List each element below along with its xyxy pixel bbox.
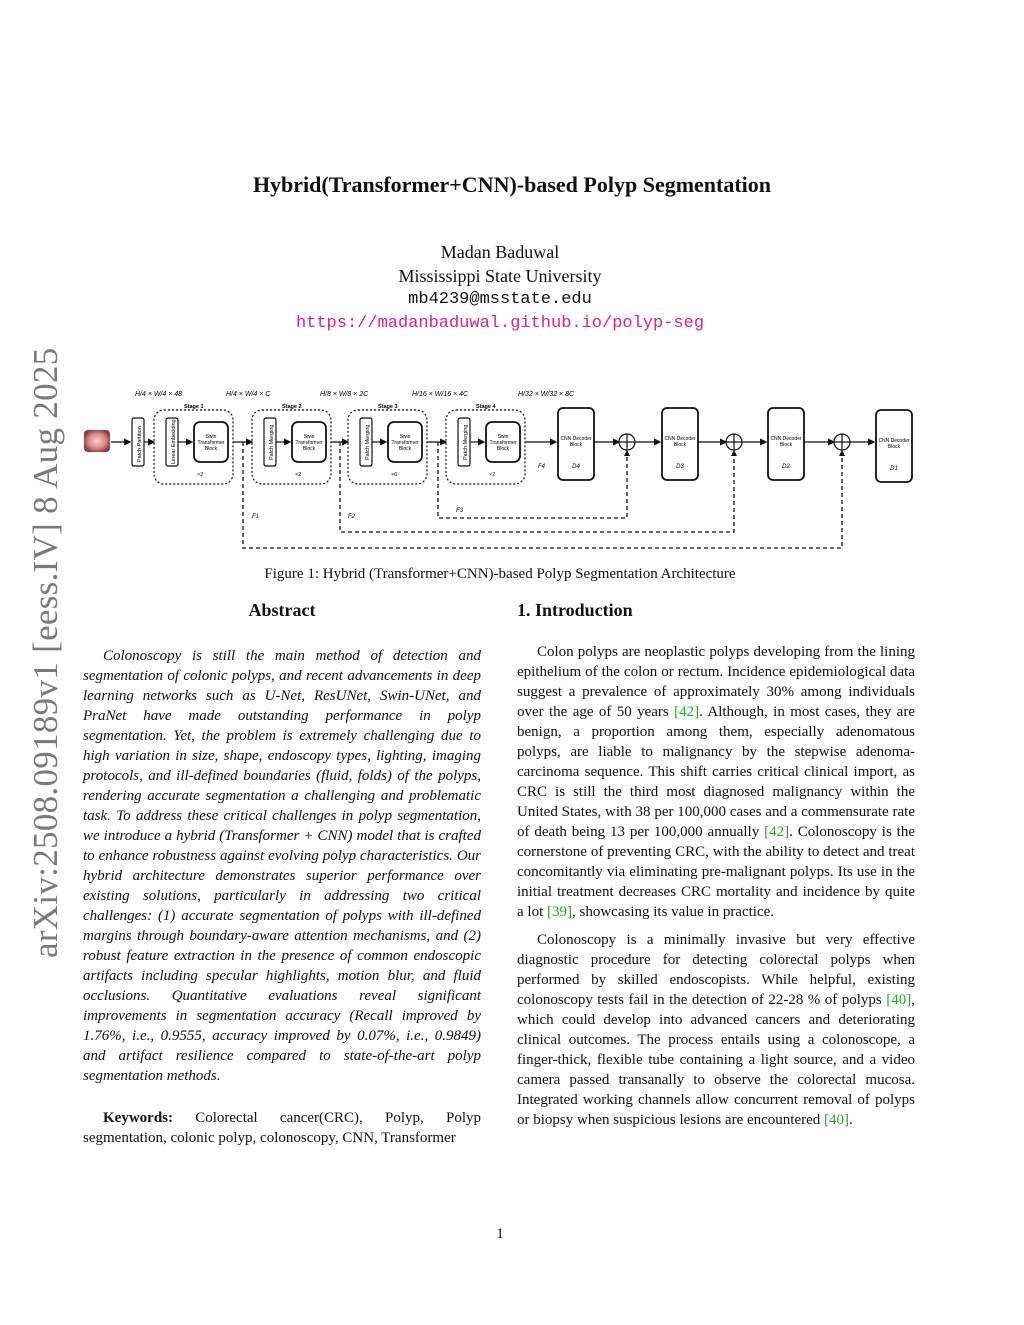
decoder-d1-label-b: Block bbox=[887, 444, 901, 450]
keywords bbox=[83, 1108, 481, 1148]
repeat-stage2: ×2 bbox=[295, 472, 302, 478]
decoder-d4-label-b: Block bbox=[569, 442, 583, 448]
patch-partition-label: Patch Partition bbox=[137, 426, 143, 462]
architecture-diagram bbox=[80, 380, 930, 560]
arxiv-identifier: arXiv:2508.09189v1 [eess.IV] 8 Aug 2025 bbox=[26, 347, 65, 958]
input-polyp-image bbox=[84, 430, 110, 452]
swin-label-1a: Swin bbox=[205, 434, 217, 440]
swin-label-4c: Block bbox=[496, 446, 510, 452]
decoder-d1-label-a: CNN Decoder bbox=[878, 438, 910, 444]
author-email[interactable]: mb4239@msstate.edu bbox=[408, 290, 592, 309]
swin-label-1b: Transformer bbox=[197, 440, 225, 446]
decoder-d3-label-b: Block bbox=[673, 442, 687, 448]
dim-label-input: H/4 × W/4 × 48 bbox=[135, 391, 183, 398]
dim-label-stage3: H/16 × W/16 × 4C bbox=[412, 391, 469, 398]
abstract-column bbox=[83, 600, 481, 1148]
stage2-label: Stage 2 bbox=[282, 404, 302, 410]
swin-label-3a: Swin bbox=[399, 434, 411, 440]
decoder-d4-id: D4 bbox=[572, 464, 580, 470]
figure-caption: Figure 1: Hybrid (Transformer+CNN)-based Polyp Segmentation Architecture bbox=[264, 566, 736, 582]
abstract-heading: Abstract bbox=[248, 600, 316, 620]
patch-merging-label-2: Patch Merging bbox=[365, 424, 371, 460]
intro-p2-text-a: Colonoscopy is a minimally invasive but very effective diagnostic procedure for detecting colorectal polyps when performed by skilled endoscopists. While helpful, existing colonoscopy tests fail in the detection of 22-28 % of polyps bbox=[517, 932, 915, 1008]
stage4-label: Stage 4 bbox=[476, 404, 496, 410]
intro-p1-text-c: . Colonoscopy is the cornerstone of preventing CRC, with the ability to detect and treat concomitantly via eliminating pre-malignant polyps. Its use in the initial treatment decreases CRC mortality and incidence by quite a lot bbox=[517, 824, 916, 920]
keywords-text: Colorectal cancer(CRC), Polyp, Polyp segmentation, colonic polyp, colonoscopy, CNN, Transformer bbox=[83, 1110, 481, 1146]
author-name: Madan Baduwal bbox=[440, 242, 560, 262]
dim-label-stage4: H/32 × W/32 × 8C bbox=[518, 391, 575, 398]
intro-paragraph-2 bbox=[517, 930, 915, 1130]
feature-f4: F4 bbox=[538, 464, 546, 470]
abstract-text: Colonoscopy is still the main method of detection and segmentation of colonic polyps, and recent advancements in deep learning networks such as U-Net, ResUNet, Swin-UNet, and PraNet have made outstanding performance in polyp segmentation. Yet, the problem is extremely challenging due to high variation in size, shape, endoscopy types, lighting, imaging protocols, and ill-defined boundaries (fluid, folds) of the polyps, rendering accurate segmentation a challenging and problematic task. To address these critical challenges in polyp segmentation, we introduce a hybrid (Transformer + CNN) model that is crafted to enhance robustness against evolving polyp characteristics. Our hybrid architecture demonstrates superior performance over existing solutions, particularly in addressing two critical challenges: (1) accurate segmentation of polyps with ill-defined margins through boundary-aware attention mechanisms, and (2) robust feature extraction in the presence of common endoscopic artifacts including specular highlights, motion blur, and fluid occlusions. Quantitative evaluations reveal significant improvements in segmentation accuracy (Recall improved by 1.76%, i.e., 0.9555, accuracy improved by 0.07%, i.e., 0.9849) and artifact resilience compared to state-of-the-art polyp segmentation methods. bbox=[83, 648, 481, 1084]
swin-label-3b: Transformer bbox=[391, 440, 419, 446]
decoder-d3-label-a: CNN Decoder bbox=[664, 436, 696, 442]
decoder-d2-label-b: Block bbox=[779, 442, 793, 448]
keywords-label: Keywords: bbox=[103, 1110, 173, 1126]
intro-p2-text-c: . bbox=[849, 1112, 853, 1128]
intro-p1-text-a: Colon polyps are neoplastic polyps developing from the lining epithelium of the colon or rectum. Incidence epidemiological data suggest a prevalence of approximately 30% among individuals over the age of 50 years bbox=[517, 644, 915, 720]
swin-label-3c: Block bbox=[398, 446, 412, 452]
introduction-column bbox=[517, 600, 915, 1138]
swin-label-2a: Swin bbox=[303, 434, 315, 440]
citation-link[interactable]: [42] bbox=[674, 704, 700, 720]
swin-label-1c: Block bbox=[204, 446, 218, 452]
intro-p1-text-d: , showcasing its value in practice. bbox=[572, 904, 775, 920]
citation-link[interactable]: [42] bbox=[764, 824, 790, 840]
architecture-figure bbox=[80, 380, 930, 560]
author-affiliation: Mississippi State University bbox=[398, 266, 602, 286]
intro-paragraph-1 bbox=[517, 642, 915, 922]
decoder-d4-label-a: CNN Decoder bbox=[560, 436, 592, 442]
decoder-d1-id: D1 bbox=[890, 466, 898, 472]
swin-label-4b: Transformer bbox=[489, 440, 517, 446]
skip-connection-f1 bbox=[243, 442, 842, 548]
feature-f1: F1 bbox=[252, 514, 260, 520]
author-block bbox=[0, 240, 1000, 336]
swin-label-4a: Swin bbox=[497, 434, 509, 440]
dim-label-stage2: H/8 × W/8 × 2C bbox=[320, 391, 369, 398]
feature-f3: F3 bbox=[456, 508, 464, 514]
stage3-label: Stage 3 bbox=[378, 404, 398, 410]
decoder-d2-label-a: CNN Decoder bbox=[770, 436, 802, 442]
dim-label-stage1: H/4 × W/4 × C bbox=[226, 391, 271, 398]
feature-f2: F2 bbox=[348, 514, 356, 520]
project-url-link[interactable]: https://madanbaduwal.github.io/polyp-seg bbox=[295, 314, 705, 333]
decoder-d2-id: D2 bbox=[782, 464, 790, 470]
intro-p2-text-b: , which could develop into advanced cancers and deteriorating clinical outcomes. The process entails using a colonoscope, a finger-thick, flexible tube containing a light source, and a video camera passed transanally to observe the colorectal mucosa. Integrated working channels allow concurrent removal of polyps or biopsy when suspicious lesions are encountered bbox=[517, 992, 915, 1128]
intro-p1-text-b: . Although, in most cases, they are benign, a proportion among them, especially adenomatous polyps, are liable to malignancy by the stepwise adenoma-carcinoma sequence. This shift carries critical clinical import, as CRC is still the third most diagnosed malignancy within the United States, with 38 per 100,000 cases and a commensurate rate of death being 13 per 100,000 annually bbox=[517, 704, 915, 840]
introduction-heading: 1. Introduction bbox=[517, 600, 633, 620]
page-number: 1 bbox=[496, 1226, 504, 1242]
decoder-d3-id: D3 bbox=[676, 464, 684, 470]
repeat-stage4: ×2 bbox=[489, 472, 496, 478]
repeat-stage1: ×2 bbox=[197, 472, 204, 478]
stage1-label: Stage 1 bbox=[184, 404, 204, 410]
repeat-stage3: ×6 bbox=[391, 472, 398, 478]
patch-merging-label-3: Patch Merging bbox=[463, 424, 469, 460]
swin-label-2b: Transformer bbox=[295, 440, 323, 446]
citation-link[interactable]: [39] bbox=[547, 904, 572, 920]
linear-embedding-label: Linear Embedding bbox=[171, 419, 177, 464]
paper-title: Hybrid(Transformer+CNN)-based Polyp Segmentation bbox=[252, 172, 772, 197]
citation-link[interactable]: [40] bbox=[886, 992, 912, 1008]
swin-label-2c: Block bbox=[302, 446, 316, 452]
patch-merging-label-1: Patch Merging bbox=[269, 424, 275, 460]
citation-link[interactable]: [40] bbox=[824, 1112, 850, 1128]
